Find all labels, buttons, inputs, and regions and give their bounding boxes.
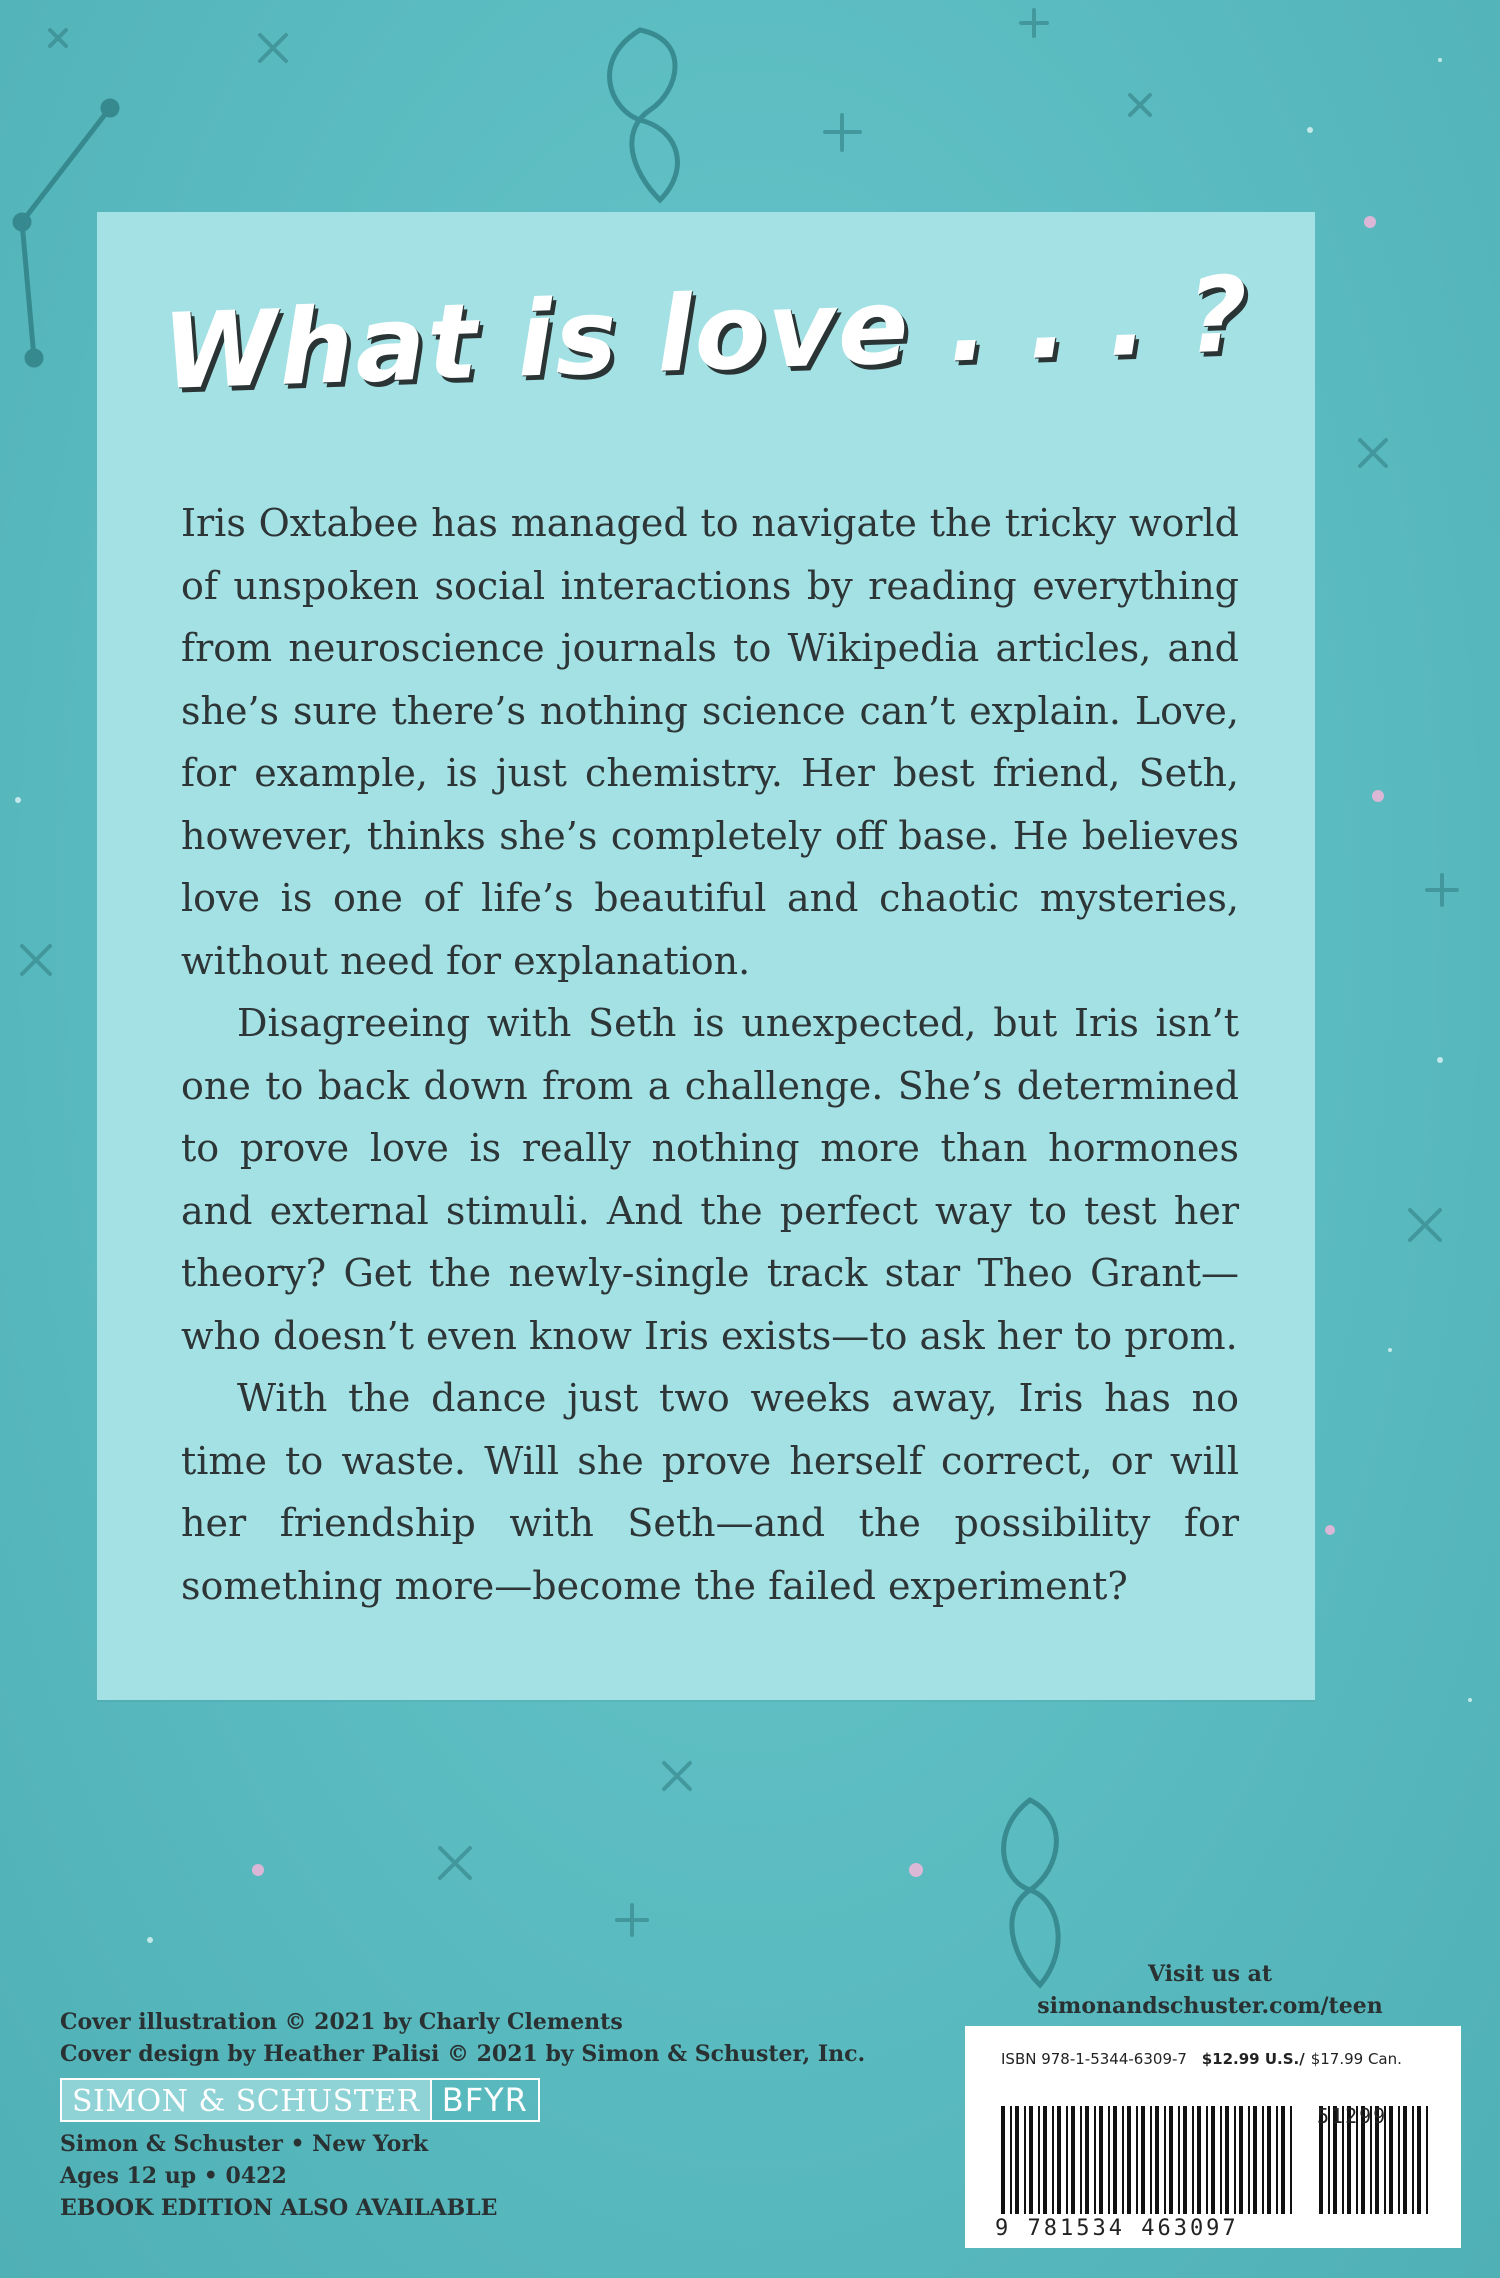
- isbn-label: ISBN 978-1-5344-6309-7: [1001, 2050, 1187, 2068]
- blurb-paragraph: With the dance just two weeks away, Iris has no time to waste. Will she prove herself correct, or will her friendship with Seth—and the possibility for something more—become the failed experiment?: [181, 1376, 1239, 1608]
- barcode-bar: [1403, 2106, 1407, 2214]
- constellation-star: [15, 215, 29, 229]
- barcode-bar: [1426, 2106, 1428, 2214]
- barcode-bar: [1234, 2106, 1236, 2214]
- barcode-bar: [1099, 2106, 1103, 2214]
- publisher-logo: [60, 2078, 960, 2122]
- pink-dot: [1372, 790, 1384, 802]
- isbn-digits: 9 781534 463097: [995, 2216, 1239, 2241]
- barcode-bar: [1015, 2106, 1019, 2214]
- barcode-box: [965, 2026, 1461, 2248]
- barcode-bar: [1094, 2106, 1096, 2214]
- plus-mark: [617, 1905, 647, 1935]
- barcode-bar: [1122, 2106, 1124, 2214]
- barcode-bar: [1183, 2106, 1187, 2214]
- barcode-bar: [1248, 2106, 1250, 2214]
- barcode-bar: [1071, 2106, 1075, 2214]
- barcode-bar: [1211, 2106, 1215, 2214]
- publisher-location: Simon & Schuster • New York: [60, 2131, 429, 2157]
- x-mark: [1130, 95, 1150, 115]
- barcode-bar: [1197, 2106, 1201, 2214]
- barcode-bar: [1085, 2106, 1089, 2214]
- plus-mark: [825, 115, 860, 150]
- barcode-bar: [1417, 2106, 1421, 2214]
- x-mark: [664, 1763, 690, 1789]
- x-mark: [260, 35, 286, 61]
- cover-design-credit: Cover design by Heather Palisi © 2021 by Simon & Schuster, Inc.: [60, 2041, 866, 2067]
- barcode-bar: [1281, 2106, 1285, 2214]
- barcode-bar: [1057, 2106, 1061, 2214]
- barcode-bar: [1113, 2106, 1117, 2214]
- barcode-bar: [1267, 2106, 1271, 2214]
- x-mark: [1360, 440, 1386, 466]
- pink-dot: [1325, 1525, 1335, 1535]
- barcode-bar: [1290, 2106, 1292, 2214]
- barcode-bar: [1043, 2106, 1047, 2214]
- visit-label: Visit us at: [1147, 1961, 1273, 1987]
- ebook-notice: EBOOK EDITION ALSO AVAILABLE: [60, 2195, 498, 2221]
- x-mark: [22, 946, 50, 974]
- x-mark: [50, 30, 66, 46]
- x-mark: [440, 1848, 470, 1878]
- age-range: Ages 12 up • 0422: [60, 2163, 287, 2189]
- barcode-bar: [1080, 2106, 1082, 2214]
- barcode-bar: [1239, 2106, 1243, 2214]
- barcode-bar: [1038, 2106, 1040, 2214]
- constellation-star: [27, 351, 41, 365]
- barcode-bar: [1398, 2106, 1400, 2214]
- barcode-bar: [1276, 2106, 1278, 2214]
- barcode-bar: [1225, 2106, 1229, 2214]
- barcode-bar: [1001, 2106, 1005, 2214]
- isbn-price-line: [1001, 2050, 1402, 2068]
- barcode-bar: [1024, 2106, 1026, 2214]
- pink-dot: [1364, 216, 1376, 228]
- constellation-star: [103, 101, 117, 115]
- website-url: simonandschuster.com/teen: [1037, 1993, 1383, 2019]
- barcode-bar: [1052, 2106, 1054, 2214]
- barcode-bar: [1136, 2106, 1138, 2214]
- blurb-text: [181, 492, 1239, 1617]
- blurb-paragraph: Iris Oxtabee has managed to navigate the tricky world of unspoken social interactions by reading everything from neuroscience journals to Wikipedia articles, and she’s sure there’s nothing science can’t explain. Love, for example, is just chemistry. Her best friend, Seth, however, thinks she’s completely off base. He believes love is one of life’s beautiful and chaotic mysteries, without need for explanation.: [181, 501, 1239, 983]
- cover-illustration-credit: Cover illustration © 2021 by Charly Clements: [60, 2009, 623, 2035]
- publisher-logo-text: SIMON & SCHUSTER: [60, 2078, 432, 2122]
- plus-mark: [1021, 10, 1047, 36]
- imprint-logo-text: BFYR: [432, 2078, 540, 2122]
- credits-block: [60, 2006, 960, 2224]
- price-can: $17.99 Can.: [1310, 2050, 1402, 2068]
- barcode-bar: [1108, 2106, 1110, 2214]
- barcode-bar: [1155, 2106, 1159, 2214]
- pink-dot: [909, 1863, 923, 1877]
- price-us: $12.99 U.S./: [1201, 2050, 1305, 2068]
- barcode-bar: [1412, 2106, 1414, 2214]
- x-mark: [1410, 1210, 1440, 1240]
- barcode-bar: [1169, 2106, 1173, 2214]
- barcode-bar: [1192, 2106, 1194, 2214]
- barcode-bar: [1253, 2106, 1257, 2214]
- price-code: 51299: [1317, 2104, 1388, 2128]
- plus-mark: [1427, 875, 1457, 905]
- barcode-bar: [1206, 2106, 1208, 2214]
- barcode-bar: [1389, 2106, 1393, 2214]
- infinity-symbol: [610, 30, 678, 200]
- blurb-paragraph: Disagreeing with Seth is unexpected, but Iris isn’t one to back down from a challenge. She’s determined to prove love is really nothing more than hormones and external stimuli. And the perfect way to test her theory? Get the newly-single track star Theo Grant—who doesn’t even know Iris exists—to ask her to prom.: [181, 1001, 1239, 1358]
- barcode-bar: [1220, 2106, 1222, 2214]
- barcode-bar: [1066, 2106, 1068, 2214]
- pink-dot: [252, 1864, 264, 1876]
- blurb-panel: [97, 212, 1315, 1700]
- barcode-bar: [1029, 2106, 1033, 2214]
- barcode-bar: [1164, 2106, 1166, 2214]
- barcode-bar: [1150, 2106, 1152, 2214]
- barcode-bar: [1010, 2106, 1012, 2214]
- barcode-bar: [1127, 2106, 1131, 2214]
- barcode-bar: [1178, 2106, 1180, 2214]
- visit-website: [1000, 1958, 1420, 2022]
- barcode-bar: [1262, 2106, 1264, 2214]
- barcode-bar: [1141, 2106, 1145, 2214]
- headline: What is love . . . ?: [160, 253, 1252, 413]
